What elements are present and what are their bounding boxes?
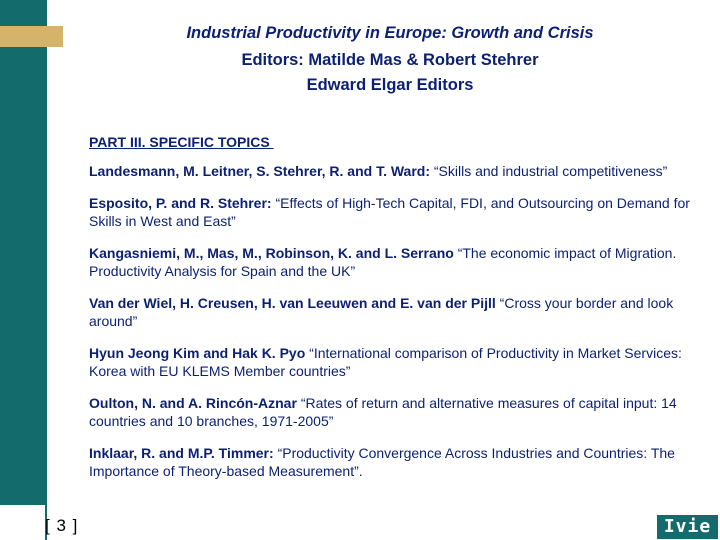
entry-title: “Rates of return and alternative measures of capital input: 14 countries and 10 branches, 1971-2005”	[89, 395, 677, 429]
entry-title: “Skills and industrial competitiveness”	[433, 163, 668, 179]
list-item	[89, 394, 699, 430]
list-item	[89, 344, 699, 380]
part-heading: PART III. SPECIFIC TOPICS	[89, 134, 274, 150]
gold-accent-bar	[0, 26, 63, 47]
bottom-left-notch	[0, 505, 45, 540]
editors-line: Editors: Matilde Mas & Robert Stehrer	[241, 51, 539, 69]
slide-header	[100, 22, 680, 99]
entry-authors: Inklaar, R. and M.P. Timmer:	[89, 445, 278, 461]
publisher-line: Edward Elgar Editors	[306, 76, 474, 94]
entry-authors: Landesmann, M. Leitner, S. Stehrer, R. and T. Ward:	[89, 163, 434, 179]
book-title: Industrial Productivity in Europe: Growth and Crisis	[186, 24, 594, 42]
entry-title: “Effects of High-Tech Capital, FDI, and Outsourcing on Demand for Skills in West and East”	[89, 195, 690, 229]
chapter-list	[89, 162, 699, 494]
ivie-logo: Ivie	[657, 515, 718, 539]
entry-title: “International comparison of Productivity in Market Services: Korea with EU KLEMS Member countries”	[89, 345, 682, 379]
entry-authors: Kangasniemi, M., Mas, M., Robinson, K. and L. Serrano	[89, 245, 458, 261]
entry-title: “Productivity Convergence Across Industries and Countries: The Importance of Theory-based Measurement”.	[89, 445, 675, 479]
entry-authors: Oulton, N. and A. Rincón-Aznar	[89, 395, 301, 411]
entry-authors: Esposito, P. and R. Stehrer:	[89, 195, 276, 211]
entry-title: “The economic impact of Migration. Productivity Analysis for Spain and the UK”	[89, 245, 677, 279]
list-item	[89, 294, 699, 330]
list-item	[89, 162, 699, 180]
list-item	[89, 444, 699, 480]
left-accent-bar	[0, 0, 47, 540]
list-item	[89, 244, 699, 280]
list-item	[89, 194, 699, 230]
entry-authors: Hyun Jeong Kim and Hak K. Pyo	[89, 345, 310, 361]
entry-title: “Cross your border and look around”	[89, 295, 674, 329]
page-number: [ 3 ]	[45, 516, 79, 535]
entry-authors: Van der Wiel, H. Creusen, H. van Leeuwen and E. van der Pijll	[89, 295, 500, 311]
